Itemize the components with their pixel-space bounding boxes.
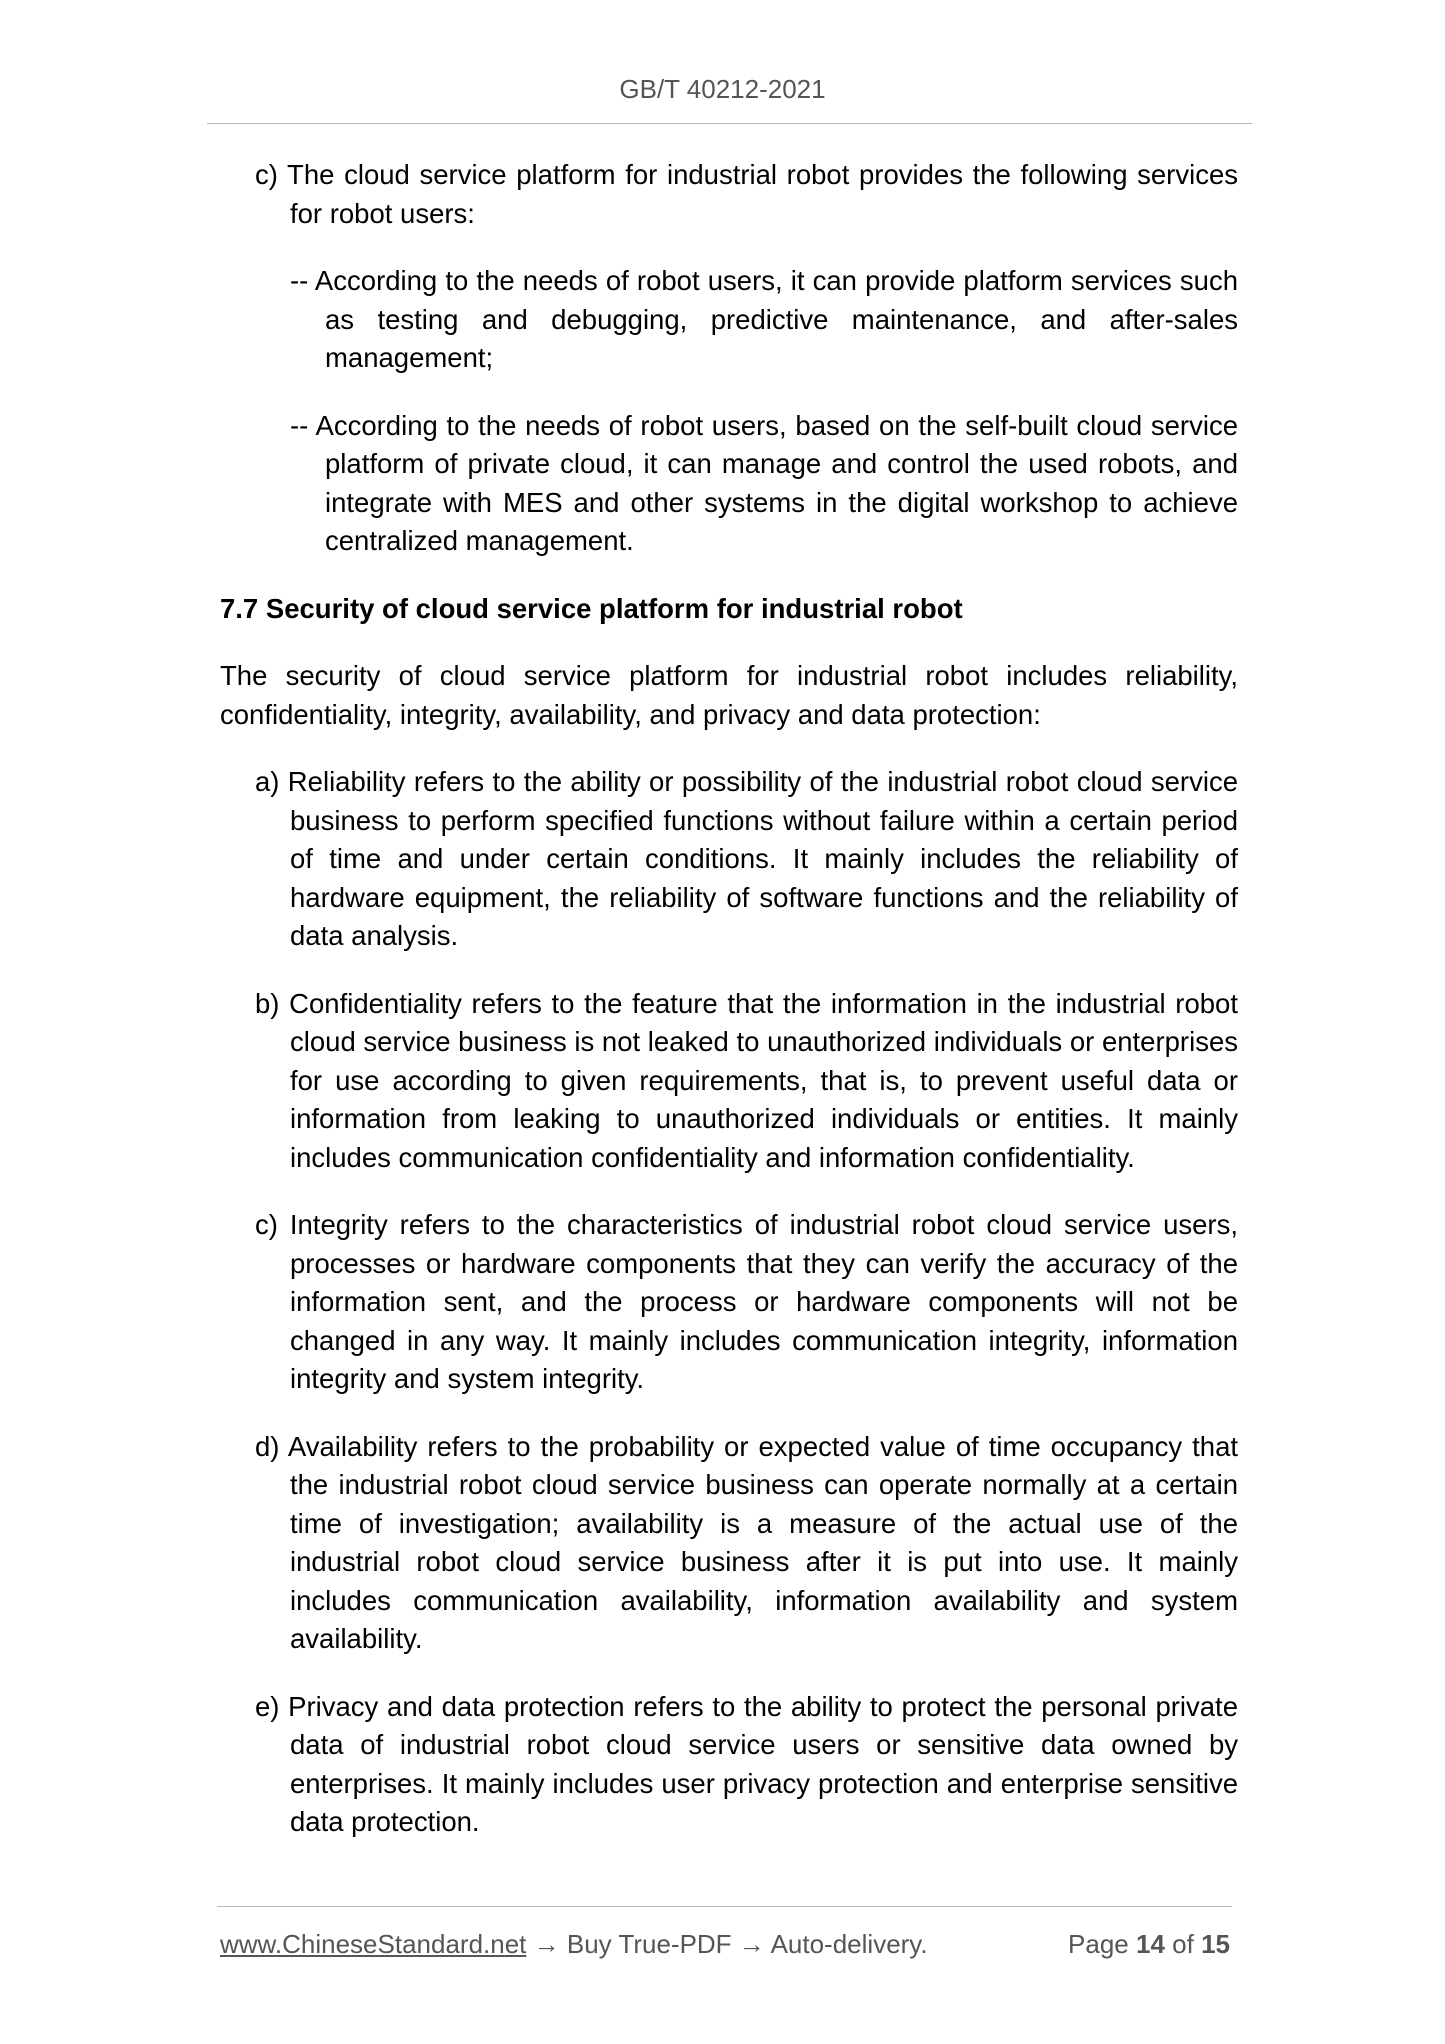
- list-item-b-confidentiality: b) Confidentiality refers to the feature that the information in the industrial robot cloud service business is not leaked to unauthorized individuals or enterprises for use according to given requirements, that is, to prevent useful data or information from leaking to unauthorized individuals or entities. It mainly includes communication confidentiality and information confidentiality.: [255, 987, 1238, 1173]
- total-page-number: 15: [1201, 1929, 1230, 1959]
- current-page-number: 14: [1136, 1929, 1165, 1959]
- dash-item-private-cloud: -- According to the needs of robot users, based on the self-built cloud service platform of private cloud, it can manage and control the used robots, and integrate with MES and other systems in the digital workshop to achieve centralized management.: [290, 409, 1238, 556]
- footer-divider: [217, 1906, 1232, 1907]
- list-item-e-privacy: e) Privacy and data protection refers to the ability to protect the personal private data of industrial robot cloud service users or sensitive data owned by enterprises. It mainly includes user privacy protection and enterprise sensitive data protection.: [255, 1690, 1238, 1837]
- list-item-a-reliability: a) Reliability refers to the ability or possibility of the industrial robot cloud service business to perform specified functions without failure within a certain period of time and under certain conditions. It mainly includes the reliability of hardware equipment, the reliability of software functions and the reliability of data analysis.: [255, 766, 1238, 951]
- page-body: [220, 156, 1238, 1871]
- page-number: [1068, 1926, 1230, 1962]
- list-item-c-platform-services: c) The cloud service platform for industrial robot provides the following services for robot users:: [255, 159, 1238, 229]
- section-intro-paragraph: The security of cloud service platform for industrial robot includes reliability, confidentiality, integrity, availability, and privacy and data protection:: [220, 660, 1238, 730]
- list-item-c-integrity: c) Integrity refers to the characteristics of industrial robot cloud service users, processes or hardware components that they can verify the accuracy of the information sent, and the process or hardware components will not be changed in any way. It mainly includes communication integrity, information integrity and system integrity.: [255, 1209, 1238, 1394]
- page-of-label: of: [1172, 1929, 1194, 1959]
- footer-promo-text: → Buy True-PDF → Auto-delivery.: [526, 1929, 928, 1959]
- header-divider: [207, 123, 1252, 124]
- page-footer: [220, 1926, 1230, 1962]
- page-label: Page: [1068, 1929, 1129, 1959]
- dash-item-platform-services: -- According to the needs of robot users, it can provide platform services such as testing and debugging, predictive maintenance, and after-sales management;: [290, 265, 1238, 373]
- standard-code-header: GB/T 40212-2021: [619, 74, 826, 104]
- footer-promo: [220, 1926, 928, 1962]
- website-link[interactable]: www.ChineseStandard.net: [220, 1929, 527, 1959]
- list-item-d-availability: d) Availability refers to the probability or expected value of time occupancy that the industrial robot cloud service business can operate normally at a certain time of investigation; availability is a measure of the actual use of the industrial robot cloud service business after it is put into use. It mainly includes communication availability, information availability and system availability.: [255, 1430, 1238, 1654]
- section-heading: 7.7 Security of cloud service platform for industrial robot: [220, 592, 963, 624]
